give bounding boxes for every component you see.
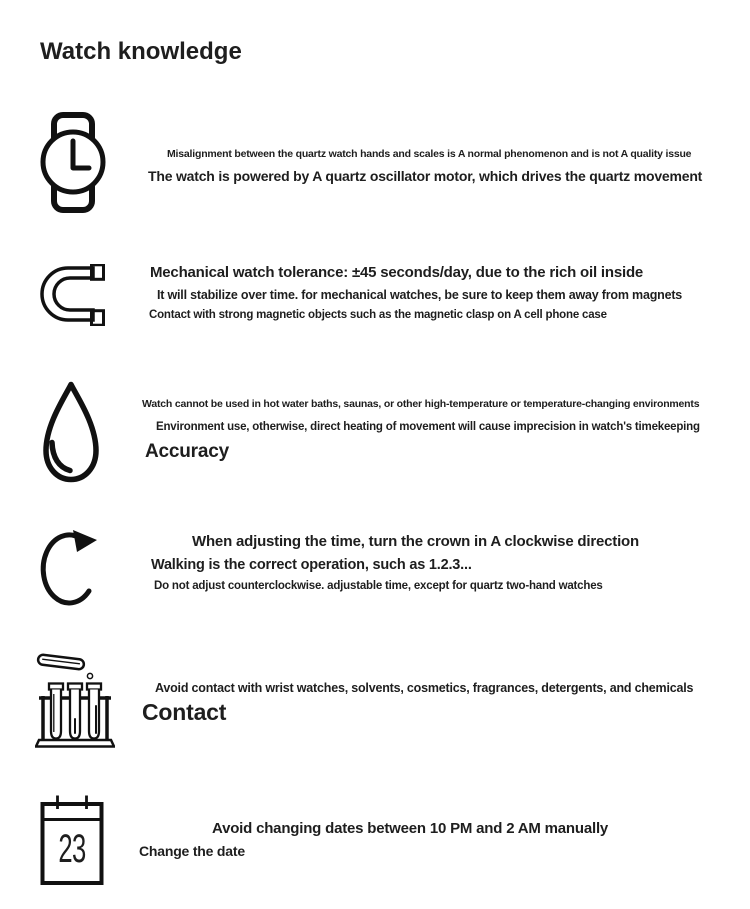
magnet-note-text: Contact with strong magnetic objects such as the magnetic clasp on A cell phone case [149,309,607,321]
magnet-icon [40,264,105,326]
accuracy-sub-text: Environment use, otherwise, direct heating of movement will cause imprecision in watch's timekeeping [156,421,700,433]
clockwise-arrow-icon [38,526,100,608]
adjust-time-note-text: Do not adjust counterclockwise. adjustable time, except for quartz two-hand watches [154,580,603,592]
watch-icon [40,112,106,213]
adjust-time-main-text: When adjusting the time, turn the crown in A clockwise direction [192,533,639,550]
accuracy-heading: Accuracy [145,441,229,462]
calendar-icon [40,794,104,886]
contact-note-text: Avoid contact with wrist watches, solvents, cosmetics, fragrances, detergents, and chemicals [155,681,694,695]
magnet-sub-text: It will stabilize over time. for mechanical watches, be sure to keep them away from magnets [157,288,683,302]
contact-heading: Contact [142,699,227,725]
test-tubes-icon [35,649,115,749]
quartz-note-text: Misalignment between the quartz watch hands and scales is A normal phenomenon and is not A quality issue [167,148,692,160]
quartz-main-text: The watch is powered by A quartz oscillator motor, which drives the quartz movement [148,168,703,184]
change-date-sub-text: Change the date [139,843,245,859]
magnet-main-text: Mechanical watch tolerance: ±45 seconds/day, due to the rich oil inside [150,264,644,281]
water-drop-icon [40,379,102,485]
change-date-main-text: Avoid changing dates between 10 PM and 2 AM manually [212,820,609,837]
calendar-day-number: 23 [58,827,86,871]
page-title: Watch knowledge [40,38,242,65]
accuracy-note-text: Watch cannot be used in hot water baths, saunas, or other high-temperature or temperature-changing environments [142,398,700,410]
adjust-time-sub-text: Walking is the correct operation, such as 1.2.3... [151,557,472,573]
